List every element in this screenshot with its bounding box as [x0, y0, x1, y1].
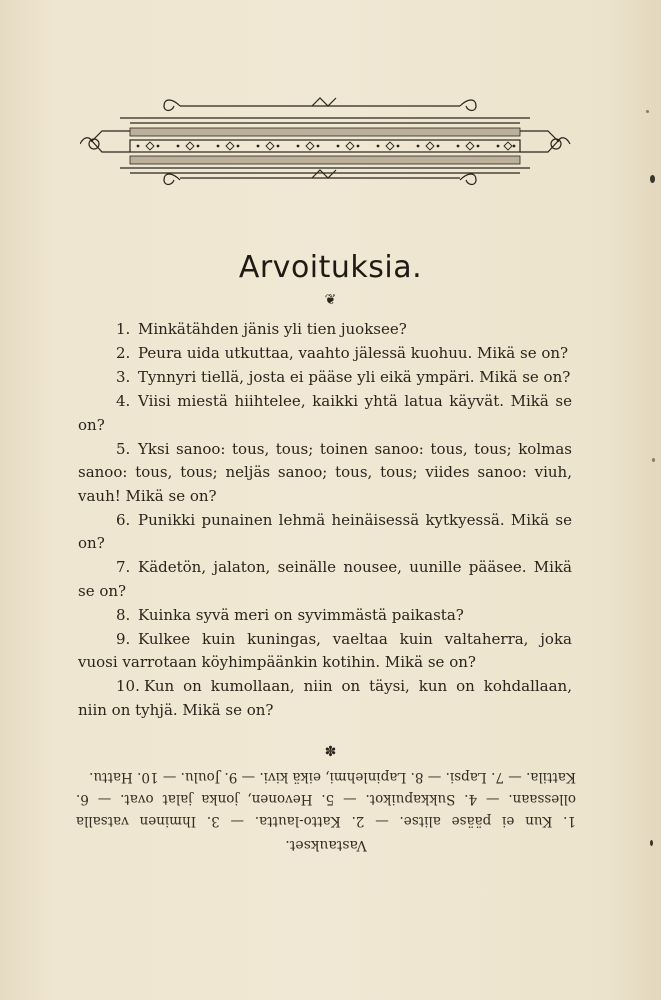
riddle-text: Kuinka syvä meri on syvimmästä paikasta? — [138, 605, 464, 624]
riddle-number: 2. — [116, 344, 131, 362]
riddle-number: 7. — [116, 558, 131, 576]
riddle-number: 3. — [116, 368, 131, 386]
riddle-item — [78, 438, 572, 509]
riddle-text: Peura uida utkuttaa, vaahto jälessä kuohuu. Mikä se on? — [138, 344, 569, 362]
riddle-text: Kulkee kuin kuningas, vaeltaa kuin valtaherra, joka vuosi varrotaan köyhimpäänkin kotihin. Mikä se on? — [78, 629, 572, 671]
riddle-number: 1. — [116, 320, 131, 338]
riddle-number: 10. — [116, 677, 140, 695]
riddle-text: Tynnyri tiellä, josta ei pääse yli eikä ympäri. Mikä se on? — [138, 368, 571, 386]
paper-speck — [646, 110, 649, 113]
paper-speck — [650, 175, 655, 183]
page-title: Arvoituksia. — [238, 250, 423, 285]
paper-speck — [652, 458, 655, 462]
paper-speck — [650, 840, 653, 846]
riddle-number: 9. — [116, 629, 131, 648]
answers-heading: Vastaukset. — [285, 837, 367, 853]
riddle-number: 6. — [116, 510, 131, 529]
riddle-item — [78, 390, 572, 437]
riddle-number: 4. — [116, 392, 131, 410]
riddle-text: Kun on kumollaan, niin on täysi, kun on kohdallaan, niin on tyhjä. Mikä se on? — [78, 677, 572, 719]
riddle-item — [78, 509, 572, 556]
riddle-item — [78, 628, 572, 675]
riddle-item — [78, 318, 572, 342]
riddle-list — [78, 318, 572, 723]
riddle-item — [78, 342, 572, 366]
riddle-text: Kädetön, jalaton, seinälle nousee, uunille pääsee. Mikä se on? — [78, 558, 572, 600]
riddle-item — [78, 556, 572, 603]
upside-down-answers — [76, 766, 576, 856]
fleuron-ornament: ❦ — [324, 292, 337, 308]
section-divider-star: ✽ — [324, 744, 337, 760]
answers-text: 1. Kun ei pääse alitse. — 2. Katto-lautta. — 3. Ihminen vatsalla ollessaan. — 4. Sukkapuikot. — 5. Hevonen, jonka jalat ovat. — 6. Kattila. — 7. Lapsi. — 8. Lapinlehmi, eikä kivi. — 9. Joulu. — 10. Hattu. — [76, 769, 576, 829]
decorative-header-ornament — [80, 86, 580, 196]
riddle-number: 8. — [116, 605, 131, 624]
riddle-text: Yksi sanoo: tous, tous; toinen sanoo: tous, tous; kolmas sanoo: tous, tous; neljäs sanoo; tous, tous; viides sanoo: viuh, vauh! Mikä se on? — [78, 439, 572, 505]
riddle-item — [78, 366, 572, 390]
riddle-item — [78, 675, 572, 722]
riddle-item — [78, 604, 572, 628]
riddle-number: 5. — [116, 439, 131, 458]
riddle-text: Viisi miestä hiihtelee, kaikki yhtä latua käyvät. Mikä se on? — [78, 392, 572, 434]
riddle-text: Minkätähden jänis yli tien juoksee? — [138, 320, 407, 338]
riddle-text: Punikki punainen lehmä heinäisessä kytkyessä. Mikä se on? — [78, 510, 572, 552]
